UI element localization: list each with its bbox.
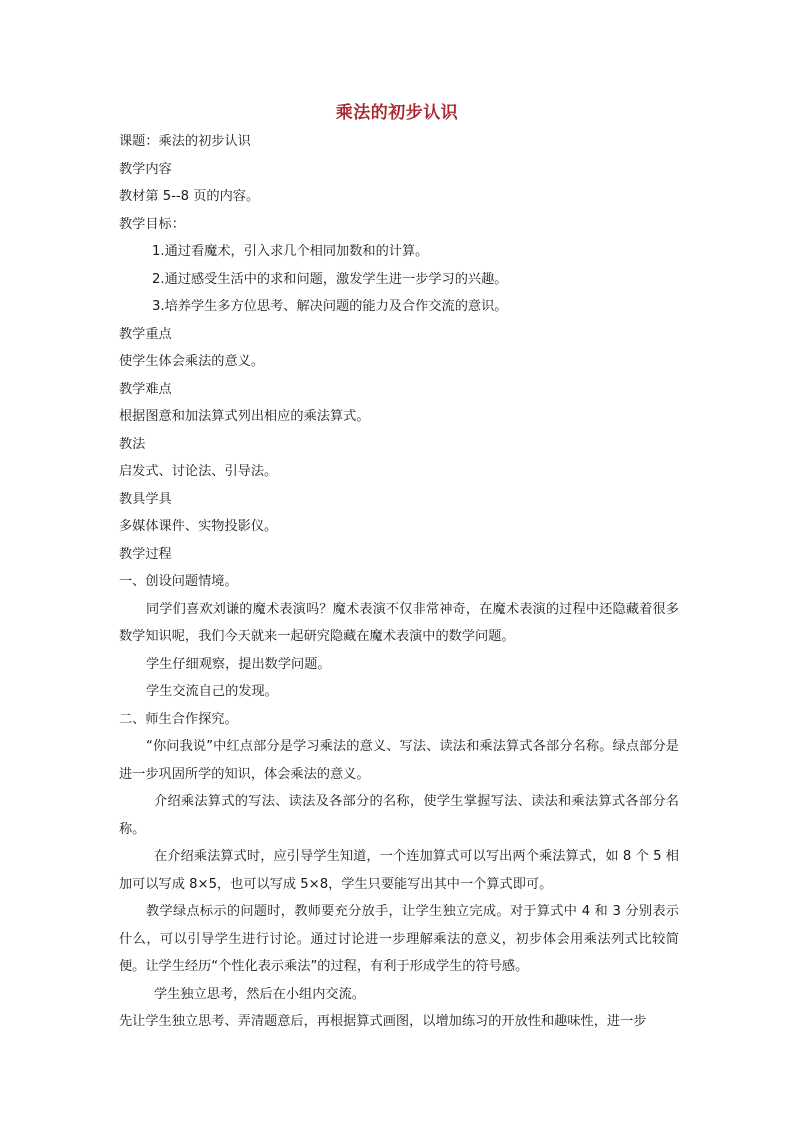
teaching-objectives-heading: 教学目标： — [119, 216, 185, 232]
teaching-content-body: 教材第 5--8 页的内容。 — [119, 189, 260, 204]
tools-heading: 教具学具 — [119, 491, 172, 507]
teaching-content-heading: 教学内容 — [119, 161, 172, 177]
section-2-heading: 二、师生合作探究。 — [119, 711, 238, 727]
section-1-paragraph: 学生仔细观察，提出数学问题。 — [146, 656, 331, 672]
document-body — [119, 128, 679, 1036]
difficulty-heading: 教学难点 — [119, 381, 172, 397]
section-1-paragraph: 同学们喜欢刘谦的魔术表演吗？魔术表演不仅非常神奇，在魔术表演的过程中还隐藏着很多数学知识呢，我们今天就来一起研究隐藏在魔术表演中的数学问题。 — [119, 601, 679, 644]
tools-body: 多媒体课件、实物投影仪。 — [119, 519, 278, 534]
topic-line: 课题：乘法的初步认识 — [119, 134, 251, 149]
section-2-paragraph: “你问我说”中红点部分是学习乘法的意义、写法、读法和乘法算式各部分名称。绿点部分是进一步巩固所学的知识，体会乘法的意义。 — [119, 739, 679, 782]
section-2-paragraph: 介绍乘法算式的写法、读法及各部分的名称，使学生掌握写法、读法和乘法算式各部分名称。 — [119, 794, 679, 837]
document-title: 乘法的初步认识 — [335, 103, 459, 123]
difficulty-body: 根据图意和加法算式列出相应的乘法算式。 — [119, 409, 370, 424]
process-heading: 教学过程 — [119, 546, 172, 562]
objective-item: 1.通过看魔术，引入求几个相同加数和的计算。 — [152, 244, 429, 259]
objective-item: 2.通过感受生活中的求和问题，激发学生进一步学习的兴趣。 — [152, 271, 508, 287]
method-body: 启发式、讨论法、引导法。 — [119, 464, 278, 479]
key-points-body: 使学生体会乘法的意义。 — [119, 354, 265, 369]
section-1-paragraph: 学生交流自己的发现。 — [146, 684, 278, 699]
objective-item: 3.培养学生多方位思考、解决问题的能力及合作交流的意识。 — [152, 299, 508, 314]
method-heading: 教法 — [119, 436, 146, 452]
section-1-heading: 一、创设问题情境。 — [119, 574, 238, 589]
final-paragraph: 先让学生独立思考、弄清题意后，再根据算式画图，以增加练习的开放性和趣味性，进一步 — [119, 1014, 647, 1029]
key-points-heading: 教学重点 — [119, 326, 172, 342]
section-2-paragraph: 学生独立思考，然后在小组内交流。 — [154, 986, 365, 1002]
section-2-paragraph: 教学绿点标示的问题时，教师要充分放手，让学生独立完成。对于算式中 4 和 3 分别表示什么，可以引导学生进行讨论。通过讨论进一步理解乘法的意义，初步体会用乘法列式比较简便。让学生经历“个性化表示乘法”的过程，有利于形成学生的符号感。 — [119, 904, 679, 974]
section-2-paragraph: 在介绍乘法算式时，应引导学生知道，一个连加算式可以写出两个乘法算式，如 8 个 5 相加可以写成 8×5，也可以写成 5×8，学生只要能写出其中一个算式即可。 — [119, 849, 679, 892]
